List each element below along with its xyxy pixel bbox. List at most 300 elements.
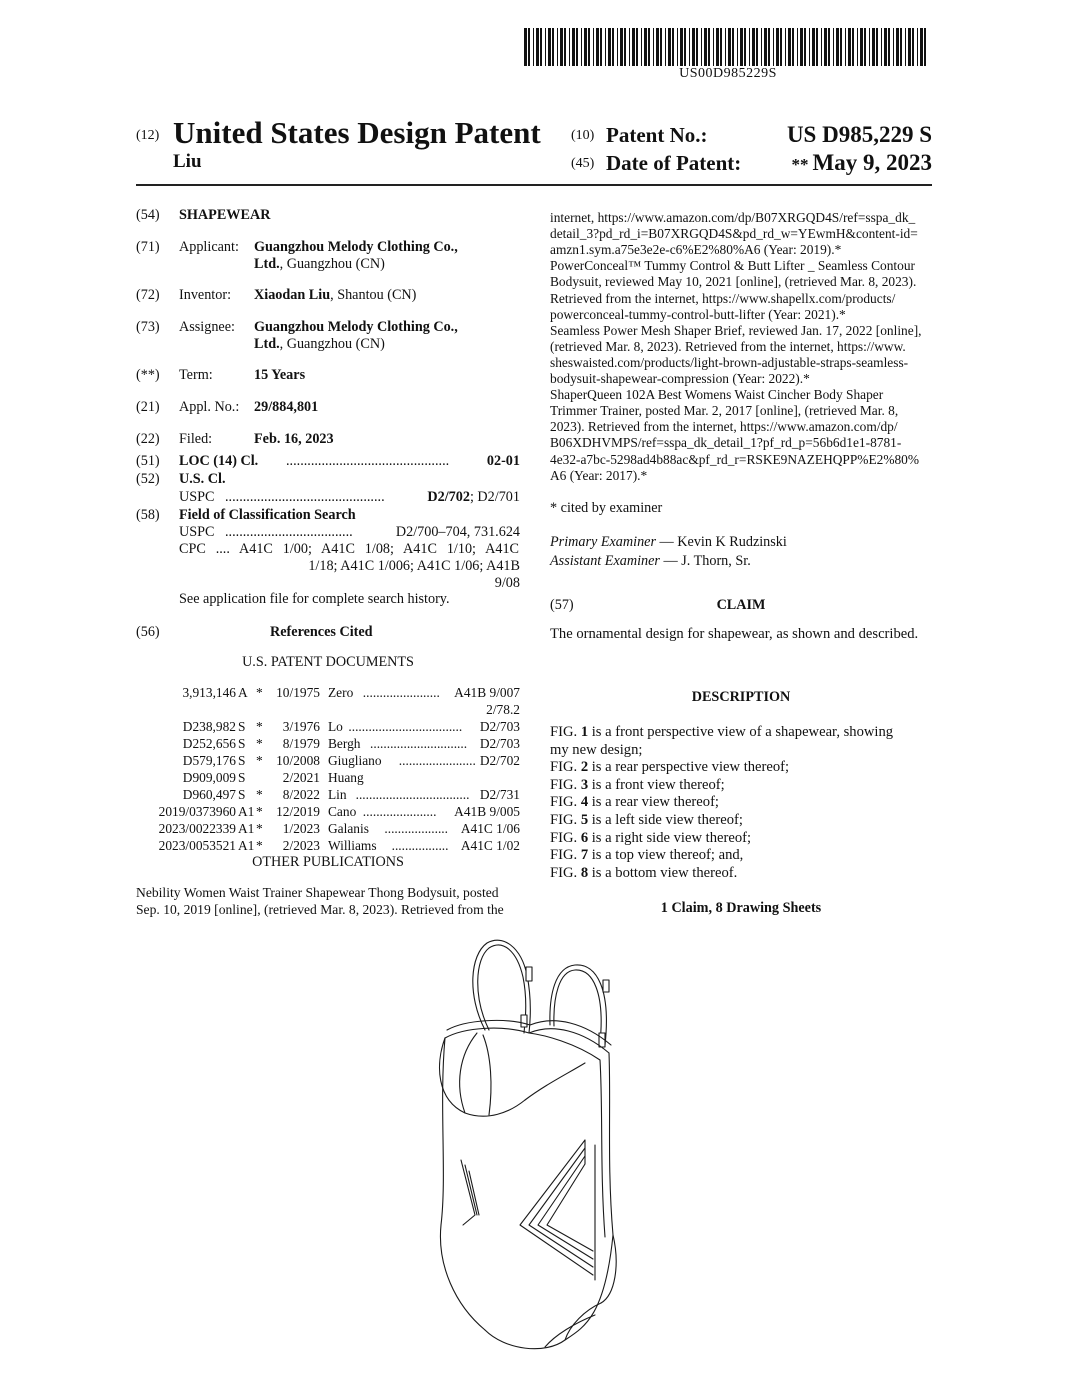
other-publications-title: OTHER PUBLICATIONS	[252, 854, 404, 870]
date-value: May 9, 2023	[812, 150, 932, 175]
publication-line: A6 (Year: 2017).*	[550, 467, 648, 483]
fig-text: is a rear view thereof;	[588, 794, 719, 811]
barcode-bar	[744, 28, 746, 66]
barcode-bar	[788, 28, 791, 66]
barcode-bar	[588, 28, 590, 66]
reference-date: 2/2023	[282, 838, 320, 853]
reference-kind: S	[238, 753, 246, 768]
barcode-bar	[749, 28, 750, 66]
reference-star: *	[256, 838, 263, 853]
reference-dots: ...................	[384, 821, 448, 836]
reference-cls: A41B 9/007	[454, 685, 520, 700]
inventor-location: , Shantou (CN)	[330, 287, 417, 303]
fig-text: is a right side view thereof;	[588, 829, 752, 846]
publication-line: powerconceal-tummy-control-butt-lifter (Year: 2021).*	[550, 306, 846, 322]
fig-prefix: FIG.	[550, 812, 581, 828]
reference-star: *	[256, 804, 263, 819]
reference-date: 2/2021	[282, 770, 320, 785]
barcode-bar	[596, 28, 599, 66]
barcode-bar	[572, 28, 575, 66]
reference-num: 2023/0053521	[158, 838, 236, 853]
barcode-bar	[836, 28, 839, 66]
field-52-primary-class: D2/702	[427, 489, 470, 505]
field-58-code: (58)	[136, 507, 160, 523]
inventor-name: Xiaodan Liu	[254, 287, 331, 303]
figure-description	[550, 830, 751, 847]
fig-text: is a rear perspective view thereof;	[588, 759, 790, 776]
description-title: DESCRIPTION	[691, 689, 791, 705]
barcode	[524, 28, 932, 66]
fig-prefix: FIG.	[550, 759, 581, 776]
reference-cls: D2/703	[479, 719, 520, 734]
barcode-bar	[545, 28, 546, 66]
barcode-bar	[656, 28, 659, 66]
barcode-bar	[864, 28, 866, 66]
reference-row	[140, 701, 520, 718]
date-of-patent	[792, 150, 932, 176]
barcode-bar	[708, 28, 710, 66]
barcode-bar	[548, 28, 551, 66]
code-45: (45)	[571, 156, 595, 171]
reference-num: 2019/0373960	[158, 804, 236, 819]
barcode-bar	[528, 28, 530, 66]
publication-line: bodysuit-shapewear-compression (Year: 2022).*	[550, 371, 810, 386]
barcode-bar	[872, 28, 875, 66]
barcode-bar	[812, 28, 815, 66]
barcode-bar	[840, 28, 842, 66]
primary-examiner-name: — Kevin K Rudzinski	[656, 534, 787, 550]
fig-number: 8	[580, 864, 589, 881]
reference-kind: A1	[238, 804, 255, 819]
barcode-bar	[768, 28, 770, 66]
claim-code: (57)	[550, 597, 574, 613]
barcode-bar	[636, 28, 638, 66]
field-58-cpc-line2: 1/18; A41C 1/006; A41C 1/06; A41B	[308, 558, 520, 574]
field-73-name1: Guangzhou Melody Clothing Co.,	[254, 319, 458, 335]
reference-date: 8/1979	[282, 736, 320, 751]
other-pub-line2: Sep. 10, 2019 [online], (retrieved Mar. 8, 2023). Retrieved from the	[136, 902, 504, 917]
barcode-bar	[893, 28, 894, 66]
barcode-bar	[672, 28, 674, 66]
barcode-bar	[648, 28, 650, 66]
field-21-code: (21)	[136, 399, 160, 415]
barcode-bar	[800, 28, 803, 66]
publication-line: internet, https://www.amazon.com/dp/B07XRGQD4S/ref=sspa_dk_	[550, 210, 916, 225]
field-51-leader: ..............................................	[286, 453, 450, 469]
barcode-bar	[612, 28, 614, 66]
reference-num: D238,982	[182, 719, 236, 734]
barcode-bar	[920, 28, 923, 66]
barcode-bar	[644, 28, 647, 66]
reference-name: Giugliano	[328, 753, 382, 768]
publication-line: ShaperQueen 102A Best Womens Waist Cincher Body Shaper	[550, 387, 884, 403]
fig-number: 5	[580, 812, 589, 828]
barcode-bar	[809, 28, 810, 66]
term-label: Term:	[179, 367, 213, 383]
barcode-bar	[617, 28, 618, 66]
fig-prefix: FIG.	[550, 776, 581, 793]
reference-row	[140, 684, 520, 701]
reference-name: Lin	[328, 787, 347, 802]
barcode-bar	[833, 28, 834, 66]
reference-kind: A	[238, 685, 248, 700]
reference-num: D579,176	[182, 753, 236, 768]
reference-date: 10/1975	[276, 685, 320, 700]
barcode-bar	[876, 28, 878, 66]
reference-kind: S	[238, 719, 246, 734]
publication-line: (retrieved Mar. 8, 2023). Retrieved from the internet, https://www.	[550, 338, 906, 354]
claim-text: The ornamental design for shapewear, as shown and described.	[550, 626, 919, 642]
barcode-bar	[773, 28, 774, 66]
reference-num: D960,497	[182, 787, 236, 802]
figure-description	[550, 759, 789, 776]
barcode-bar	[728, 28, 731, 66]
barcode-bar	[737, 28, 738, 66]
field-52-code: (52)	[136, 471, 160, 487]
barcode-bar	[629, 28, 630, 66]
reference-row	[140, 803, 520, 820]
barcode-bar	[660, 28, 662, 66]
barcode-bar	[540, 28, 542, 66]
reference-row	[140, 735, 520, 752]
reference-row	[140, 752, 520, 769]
field-71-ltd: Ltd.	[254, 256, 280, 272]
field-71-label: Applicant:	[179, 239, 239, 255]
barcode-bar	[560, 28, 563, 66]
reference-cls: A41C 1/02	[460, 838, 520, 853]
barcode-bar	[605, 28, 606, 66]
fig-number: 3	[580, 776, 589, 793]
barcode-bar	[720, 28, 722, 66]
field-58-uspc: USPC	[179, 524, 215, 540]
shapewear-drawing	[425, 935, 635, 1365]
field-21-label: Appl. No.:	[179, 399, 240, 415]
barcode-bar	[792, 28, 794, 66]
barcode-bar	[689, 28, 690, 66]
barcode-text: US00D985229S	[679, 66, 777, 81]
barcode-bar	[884, 28, 887, 66]
barcode-bar	[828, 28, 830, 66]
barcode-bar	[764, 28, 767, 66]
barcode-graphic	[524, 28, 932, 66]
field-58-note: See application file for complete search history.	[179, 591, 450, 607]
publication-line: amzn1.sym.a75e3e2e-c6%E2%80%A6 (Year: 2019).*	[550, 242, 842, 258]
publication-line: Trimmer Trainer, posted Mar. 2, 2017 [online], (retrieved Mar. 8,	[550, 403, 899, 419]
barcode-bar	[852, 28, 854, 66]
code-10: (10)	[571, 128, 595, 143]
barcode-bar	[917, 28, 918, 66]
reference-row	[140, 820, 520, 837]
figure-description	[550, 865, 737, 882]
term-code: (**)	[136, 367, 160, 383]
barcode-bar	[725, 28, 726, 66]
barcode-bar	[848, 28, 851, 66]
barcode-bar	[869, 28, 870, 66]
barcode-bar	[701, 28, 702, 66]
fig-prefix: FIG.	[550, 847, 581, 864]
inventor-surname: Liu	[173, 151, 202, 172]
barcode-bar	[780, 28, 782, 66]
date-asterisks: **	[791, 155, 809, 174]
barcode-bar	[564, 28, 566, 66]
reference-dots: ..................................	[355, 787, 470, 802]
barcode-bar	[896, 28, 899, 66]
claim-title: CLAIM	[716, 597, 766, 613]
header-rule	[136, 184, 932, 186]
date-label: Date of Patent:	[606, 151, 742, 175]
code-12: (12)	[136, 128, 160, 143]
reference-cls: D2/703	[479, 736, 520, 751]
figure-description	[550, 794, 719, 811]
barcode-bar	[857, 28, 858, 66]
field-58-uspc-value: D2/700–704, 731.624	[395, 524, 520, 540]
fig-text: is a top view thereof; and,	[588, 847, 744, 864]
other-pub-line1: Nebility Women Waist Trainer Shapewear Thong Bodysuit, posted	[136, 885, 499, 900]
barcode-bar	[716, 28, 719, 66]
barcode-bar	[692, 28, 695, 66]
reference-kind: S	[238, 736, 246, 751]
barcode-bar	[680, 28, 683, 66]
field-54-code: (54)	[136, 207, 160, 223]
reference-num: 3,913,146	[182, 685, 236, 700]
barcode-bar	[584, 28, 587, 66]
field-73-ltd: Ltd.	[254, 336, 280, 352]
figure-description	[550, 847, 743, 864]
reference-name: Huang	[328, 770, 364, 785]
field-71-code: (71)	[136, 239, 160, 255]
fig-number: 6	[580, 829, 589, 846]
barcode-bar	[776, 28, 779, 66]
fig-prefix: FIG.	[550, 864, 581, 881]
barcode-bar	[569, 28, 570, 66]
reference-kind: A1	[238, 838, 255, 853]
patent-no-label: Patent No.:	[606, 123, 708, 147]
barcode-bar	[524, 28, 527, 66]
barcode-bar	[924, 28, 926, 66]
publication-line: B06XDHVMPS/ref=sspa_dk_detail_1?pf_rd_p=56b6d1e1-8781-	[550, 435, 902, 451]
barcode-bar	[608, 28, 611, 66]
fig-text: is a bottom view thereof.	[588, 864, 738, 881]
barcode-bar	[581, 28, 582, 66]
field-58-cpc-line1: CPC .... A41C 1/00; A41C 1/08; A41C 1/10; A41C	[179, 541, 519, 557]
reference-dots: .................	[391, 838, 449, 853]
barcode-bar	[533, 28, 534, 66]
barcode-bar	[845, 28, 846, 66]
field-52-uspc: USPC	[179, 489, 215, 505]
figure-description	[550, 777, 725, 794]
assistant-examiner-name: — J. Thorn, Sr.	[659, 553, 751, 569]
barcode-bar	[888, 28, 890, 66]
barcode-bar	[557, 28, 558, 66]
reference-dots: .......................	[398, 753, 476, 768]
barcode-bar	[740, 28, 743, 66]
barcode-bar	[593, 28, 594, 66]
field-52-leader: .............................................	[225, 489, 385, 505]
reference-num: D909,009	[182, 770, 236, 785]
barcode-bar	[881, 28, 882, 66]
reference-name: Zero	[328, 685, 354, 700]
barcode-bar	[797, 28, 798, 66]
barcode-bar	[816, 28, 818, 66]
barcode-bar	[752, 28, 755, 66]
reference-star: *	[256, 787, 263, 802]
us-patent-documents-title: U.S. PATENT DOCUMENTS	[242, 654, 414, 670]
assistant-examiner-label: Assistant Examiner	[550, 553, 660, 569]
primary-examiner-label: Primary Examiner	[550, 534, 656, 550]
reference-cls: A41B 9/005	[454, 804, 520, 819]
fig-prefix: FIG.	[550, 794, 581, 811]
field-56-code: (56)	[136, 624, 160, 640]
barcode-bar	[632, 28, 635, 66]
publication-line: Seamless Power Mesh Shaper Brief, reviewed Jan. 17, 2022 [online],	[550, 322, 922, 338]
reference-row	[140, 769, 520, 786]
reference-star: *	[256, 753, 263, 768]
barcode-bar	[704, 28, 707, 66]
barcode-bar	[600, 28, 602, 66]
publication-line: detail_3?pd_rd_i=B07XRGQD4S&pd_rd_w=YEwmH&content-id=	[550, 226, 918, 242]
reference-kind: S	[238, 770, 246, 785]
publication-line: Retrieved from the internet, https://www.shapellx.com/products/	[550, 290, 896, 306]
barcode-bar	[696, 28, 698, 66]
primary-examiner	[550, 534, 787, 551]
fig-number: 2	[580, 759, 589, 776]
figure-description	[550, 724, 893, 741]
reference-dots: .............................	[370, 736, 468, 751]
reference-date: 3/1976	[282, 719, 320, 734]
claims-and-sheets: 1 Claim, 8 Drawing Sheets	[660, 900, 822, 916]
patent-no: US D985,229 S	[786, 122, 932, 147]
field-21-value: 29/884,801	[254, 399, 319, 415]
reference-cls: D2/702	[479, 753, 520, 768]
reference-name: Williams	[328, 838, 377, 853]
barcode-bar	[900, 28, 902, 66]
barcode-bar	[821, 28, 822, 66]
field-58-cpc-line3: 9/08	[494, 575, 520, 591]
barcode-bar	[713, 28, 714, 66]
publication-line: 2023). Retrieved from the internet, https://www.amazon.com/dp/	[550, 419, 898, 435]
figure-description	[550, 812, 743, 829]
field-51-label: LOC (14) Cl.	[179, 453, 259, 469]
reference-row	[140, 837, 520, 854]
publication-line: Bodysuit, reviewed May 10, 2021 [online], (retrieved Mar. 8, 2023).	[550, 274, 917, 290]
cited-by-examiner: * cited by examiner	[550, 500, 663, 516]
fig-text: my new design;	[550, 741, 643, 758]
patent-type-title: United States Design Patent	[173, 115, 541, 150]
field-73-label: Assignee:	[179, 319, 235, 335]
field-58-leader: ....................................	[225, 524, 353, 540]
field-52-label: U.S. Cl.	[179, 471, 226, 487]
reference-date: 8/2022	[282, 787, 320, 802]
publication-line: PowerConceal™ Tummy Control & Butt Lifter _ Seamless Contour	[550, 258, 915, 274]
reference-star: *	[256, 719, 263, 734]
barcode-bar	[576, 28, 578, 66]
reference-dots: ..................................	[348, 719, 463, 734]
barcode-bar	[908, 28, 911, 66]
fig-number: 1	[580, 724, 589, 740]
reference-star: *	[256, 821, 263, 836]
barcode-bar	[912, 28, 914, 66]
barcode-bar	[552, 28, 554, 66]
barcode-bar	[677, 28, 678, 66]
reference-date: 12/2019	[276, 804, 320, 819]
figure-description	[550, 742, 642, 759]
barcode-bar	[641, 28, 642, 66]
reference-name: Lo	[328, 719, 343, 734]
reference-num: 2023/0022339	[158, 821, 236, 836]
field-73-name2	[254, 336, 385, 353]
field-72-code: (72)	[136, 287, 160, 303]
field-51-value: 02-01	[486, 453, 520, 469]
reference-kind: S	[238, 787, 246, 802]
reference-row	[140, 718, 520, 735]
barcode-bar	[785, 28, 786, 66]
field-22-label: Filed:	[179, 431, 213, 447]
reference-cls: A41C 1/06	[460, 821, 520, 836]
publication-line: sheswaisted.com/products/light-brown-adjustable-straps-seamless-	[550, 354, 909, 370]
barcode-bar	[620, 28, 623, 66]
barcode-bar	[860, 28, 863, 66]
fig-text: is a front view thereof;	[588, 776, 725, 793]
barcode-bar	[761, 28, 762, 66]
reference-name: Galanis	[328, 821, 369, 836]
reference-date: 1/2023	[282, 821, 320, 836]
term-value: 15 Years	[254, 367, 306, 383]
field-22-code: (22)	[136, 431, 160, 447]
field-73-code: (73)	[136, 319, 160, 335]
fig-text: is a front perspective view of a shapewear, showing	[588, 724, 894, 740]
field-22-value: Feb. 16, 2023	[254, 431, 334, 447]
field-73-location: , Guangzhou (CN)	[279, 336, 385, 352]
fig-number: 7	[580, 847, 589, 864]
publication-line: 4e32-a7bc-5298ad4b88ac&pf_rd_r=RSKE9NAZEHQPP%E2%80%	[550, 451, 920, 467]
field-71-location: , Guangzhou (CN)	[279, 256, 385, 272]
field-52-secondary-class: ; D2/701	[469, 489, 520, 505]
fig-prefix: FIG.	[550, 724, 581, 740]
field-72-value	[254, 287, 416, 304]
field-71-name2	[254, 256, 385, 273]
barcode-bar	[804, 28, 806, 66]
fig-prefix: FIG.	[550, 829, 581, 846]
reference-name: Bergh	[328, 736, 361, 751]
reference-row	[140, 786, 520, 803]
reference-star: *	[256, 736, 263, 751]
reference-cls: D2/731	[479, 787, 520, 802]
reference-cls: 2/78.2	[486, 702, 520, 717]
barcode-bar	[732, 28, 734, 66]
field-51-code: (51)	[136, 453, 160, 469]
barcode-bar	[653, 28, 654, 66]
field-72-label: Inventor:	[179, 287, 232, 303]
reference-name: Cano	[328, 804, 357, 819]
reference-date: 10/2008	[276, 753, 320, 768]
reference-num: D252,656	[182, 736, 236, 751]
reference-kind: A1	[238, 821, 255, 836]
barcode-bar	[756, 28, 758, 66]
assistant-examiner	[550, 553, 751, 570]
barcode-bar	[905, 28, 906, 66]
references-cited-title: References Cited	[270, 624, 373, 640]
field-54-title: SHAPEWEAR	[179, 207, 271, 223]
reference-star: *	[256, 685, 263, 700]
field-58-label: Field of Classification Search	[179, 507, 356, 523]
field-71-name1: Guangzhou Melody Clothing Co.,	[254, 239, 458, 255]
fig-number: 4	[580, 794, 589, 811]
field-52-value	[427, 489, 520, 506]
barcode-bar	[668, 28, 671, 66]
barcode-bar	[684, 28, 686, 66]
reference-dots: ......................	[362, 804, 437, 819]
barcode-bar	[824, 28, 827, 66]
